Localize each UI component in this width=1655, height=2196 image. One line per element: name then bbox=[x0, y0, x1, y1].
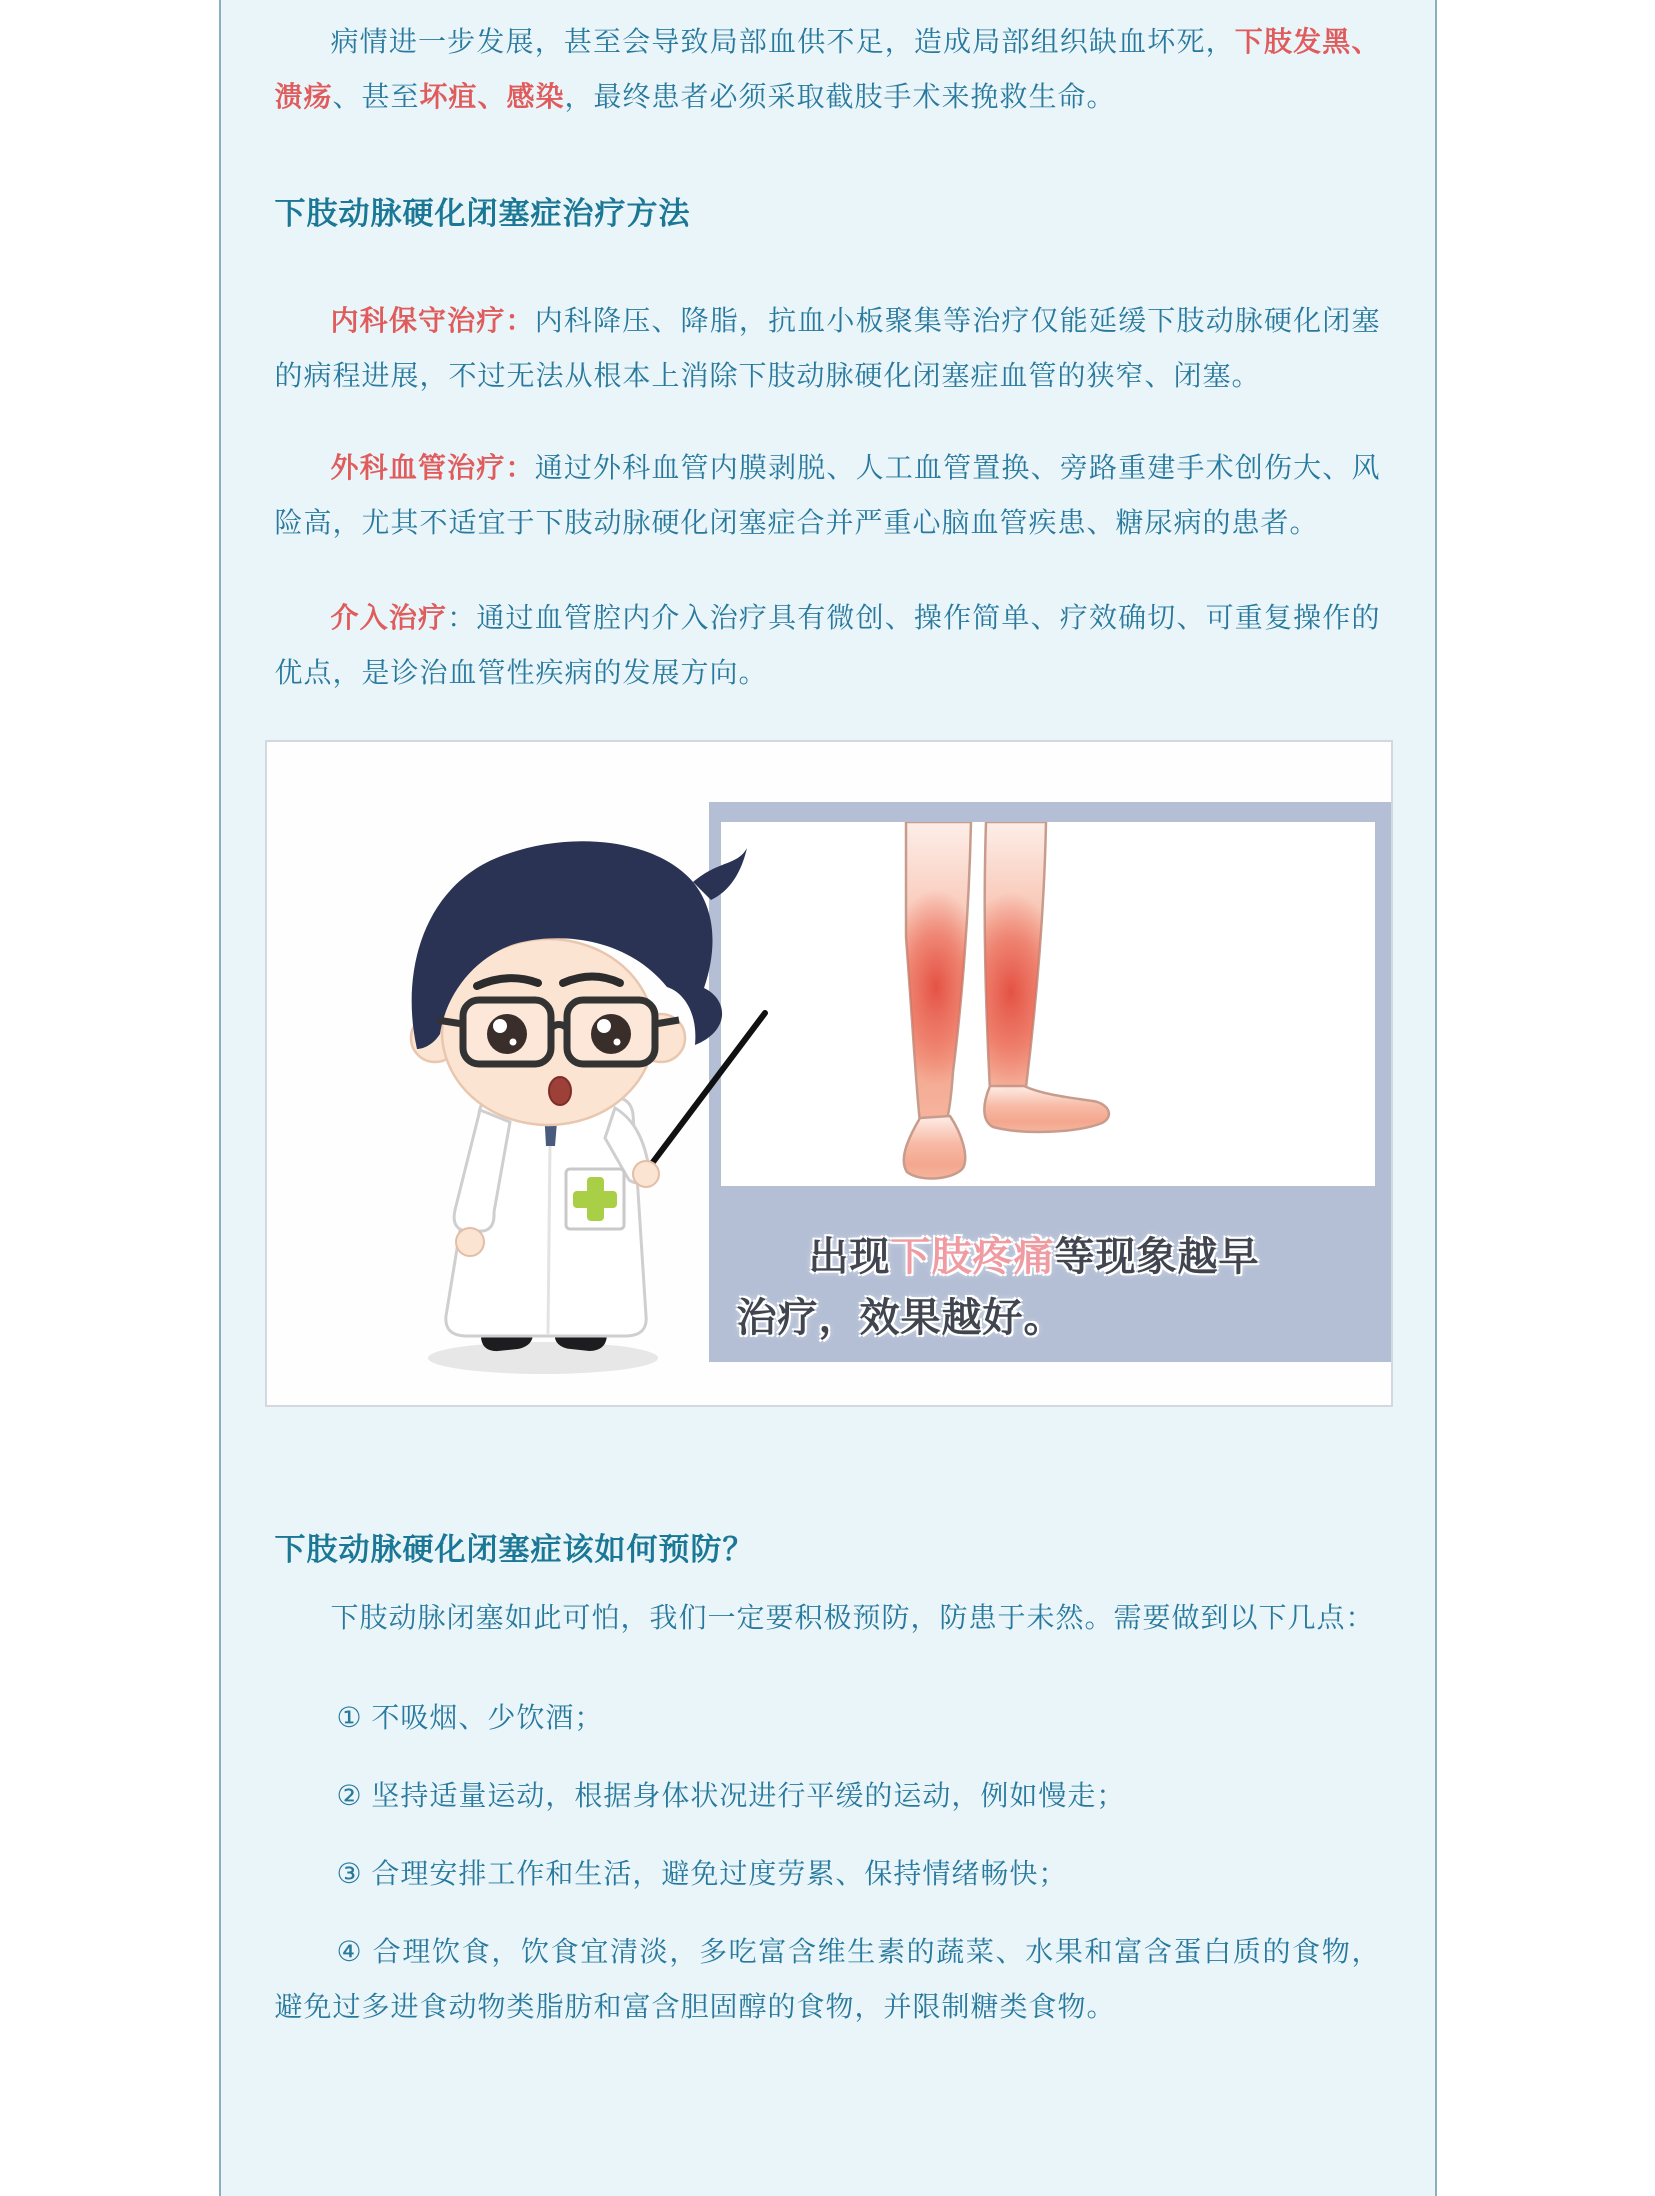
heading-treatment-methods: 下肢动脉硬化闭塞症治疗方法 bbox=[274, 196, 691, 231]
list-item-1-marker: ① bbox=[336, 1702, 363, 1733]
paragraph-conservative-treatment bbox=[275, 293, 1381, 403]
p3-lead: 外科血管治疗： bbox=[330, 452, 535, 483]
p4-body: ：通过血管腔内介入治疗具有微创、操作简单、疗效确切、可重复操作的优点，是诊治血管性疾病的发展方向。 bbox=[274, 602, 1381, 688]
caption-highlight: 下肢疼痛 bbox=[890, 1235, 1055, 1279]
list-item-3-text: 合理安排工作和生活，避免过度劳累、保持情绪畅快； bbox=[371, 1858, 1068, 1889]
heading-prevention: 下肢动脉硬化闭塞症该如何预防？ bbox=[274, 1532, 755, 1567]
list-item-1-text: 不吸烟、少饮酒； bbox=[371, 1702, 604, 1733]
illustration-frame bbox=[265, 740, 1393, 1407]
paragraph-surgical-treatment bbox=[275, 440, 1381, 550]
list-item-2 bbox=[275, 1768, 1381, 1823]
p2-body: 内科降压、降脂，抗血小板聚集等治疗仅能延缓下肢动脉硬化闭塞的病程进展，不过无法从根本上消除下肢动脉硬化闭塞症血管的狭窄、闭塞。 bbox=[274, 305, 1381, 391]
illustration-figure bbox=[265, 740, 1393, 1407]
list-item-4-marker: ④ bbox=[336, 1936, 364, 1967]
p4-lead: 介入治疗 bbox=[330, 602, 448, 633]
list-item-2-marker: ② bbox=[336, 1780, 363, 1811]
list-item-1 bbox=[275, 1690, 1381, 1745]
caption-pre: 出现 bbox=[808, 1235, 891, 1279]
list-item-4-text: 合理饮食，饮食宜清淡，多吃富含维生素的蔬菜、水果和富含蛋白质的食物，避免过多进食动物类脂肪和富含胆固醇的食物，并限制糖类食物。 bbox=[274, 1936, 1381, 2022]
p1-red-1: 下肢发黑、溃疡 bbox=[274, 26, 1381, 112]
list-item-3-marker: ③ bbox=[336, 1858, 363, 1889]
figure-caption-line2: 治疗，效果越好。 bbox=[736, 1296, 1065, 1340]
p1-text-2: 、甚至 bbox=[332, 81, 420, 112]
p1-red-2: 坏疽、感染 bbox=[419, 81, 565, 112]
list-item-2-text: 坚持适量运动，根据身体状况进行平缓的运动，例如慢走； bbox=[371, 1780, 1126, 1811]
paragraph-interventional-treatment bbox=[275, 590, 1381, 700]
paragraph-disease-progression bbox=[275, 14, 1381, 124]
p2-lead: 内科保守治疗： bbox=[330, 305, 535, 336]
p1-text-3: ，最终患者必须采取截肢手术来挽救生命。 bbox=[564, 81, 1116, 112]
article-panel bbox=[219, 0, 1437, 2196]
p3-body: 通过外科血管内膜剥脱、人工血管置换、旁路重建手术创伤大、风险高，尤其不适宜于下肢动脉硬化闭塞症合并严重心脑血管疾患、糖尿病的患者。 bbox=[274, 452, 1381, 538]
list-item-4 bbox=[275, 1924, 1381, 2034]
figure-caption-line1 bbox=[737, 1227, 1377, 1288]
p1-text-1: 病情进一步发展，甚至会导致局部血供不足，造成局部组织缺血坏死， bbox=[330, 26, 1235, 57]
inflamed-legs-illustration bbox=[721, 822, 1375, 1186]
list-item-3 bbox=[275, 1846, 1381, 1901]
legs-panel bbox=[709, 802, 1391, 1362]
paragraph-prevention-intro: 下肢动脉闭塞如此可怕，我们一定要积极预防，防患于未然。需要做到以下几点： bbox=[330, 1602, 1375, 1633]
caption-post: 等现象越早 bbox=[1054, 1235, 1260, 1279]
legs-picture-frame bbox=[721, 822, 1375, 1186]
figure-caption bbox=[737, 1227, 1377, 1349]
